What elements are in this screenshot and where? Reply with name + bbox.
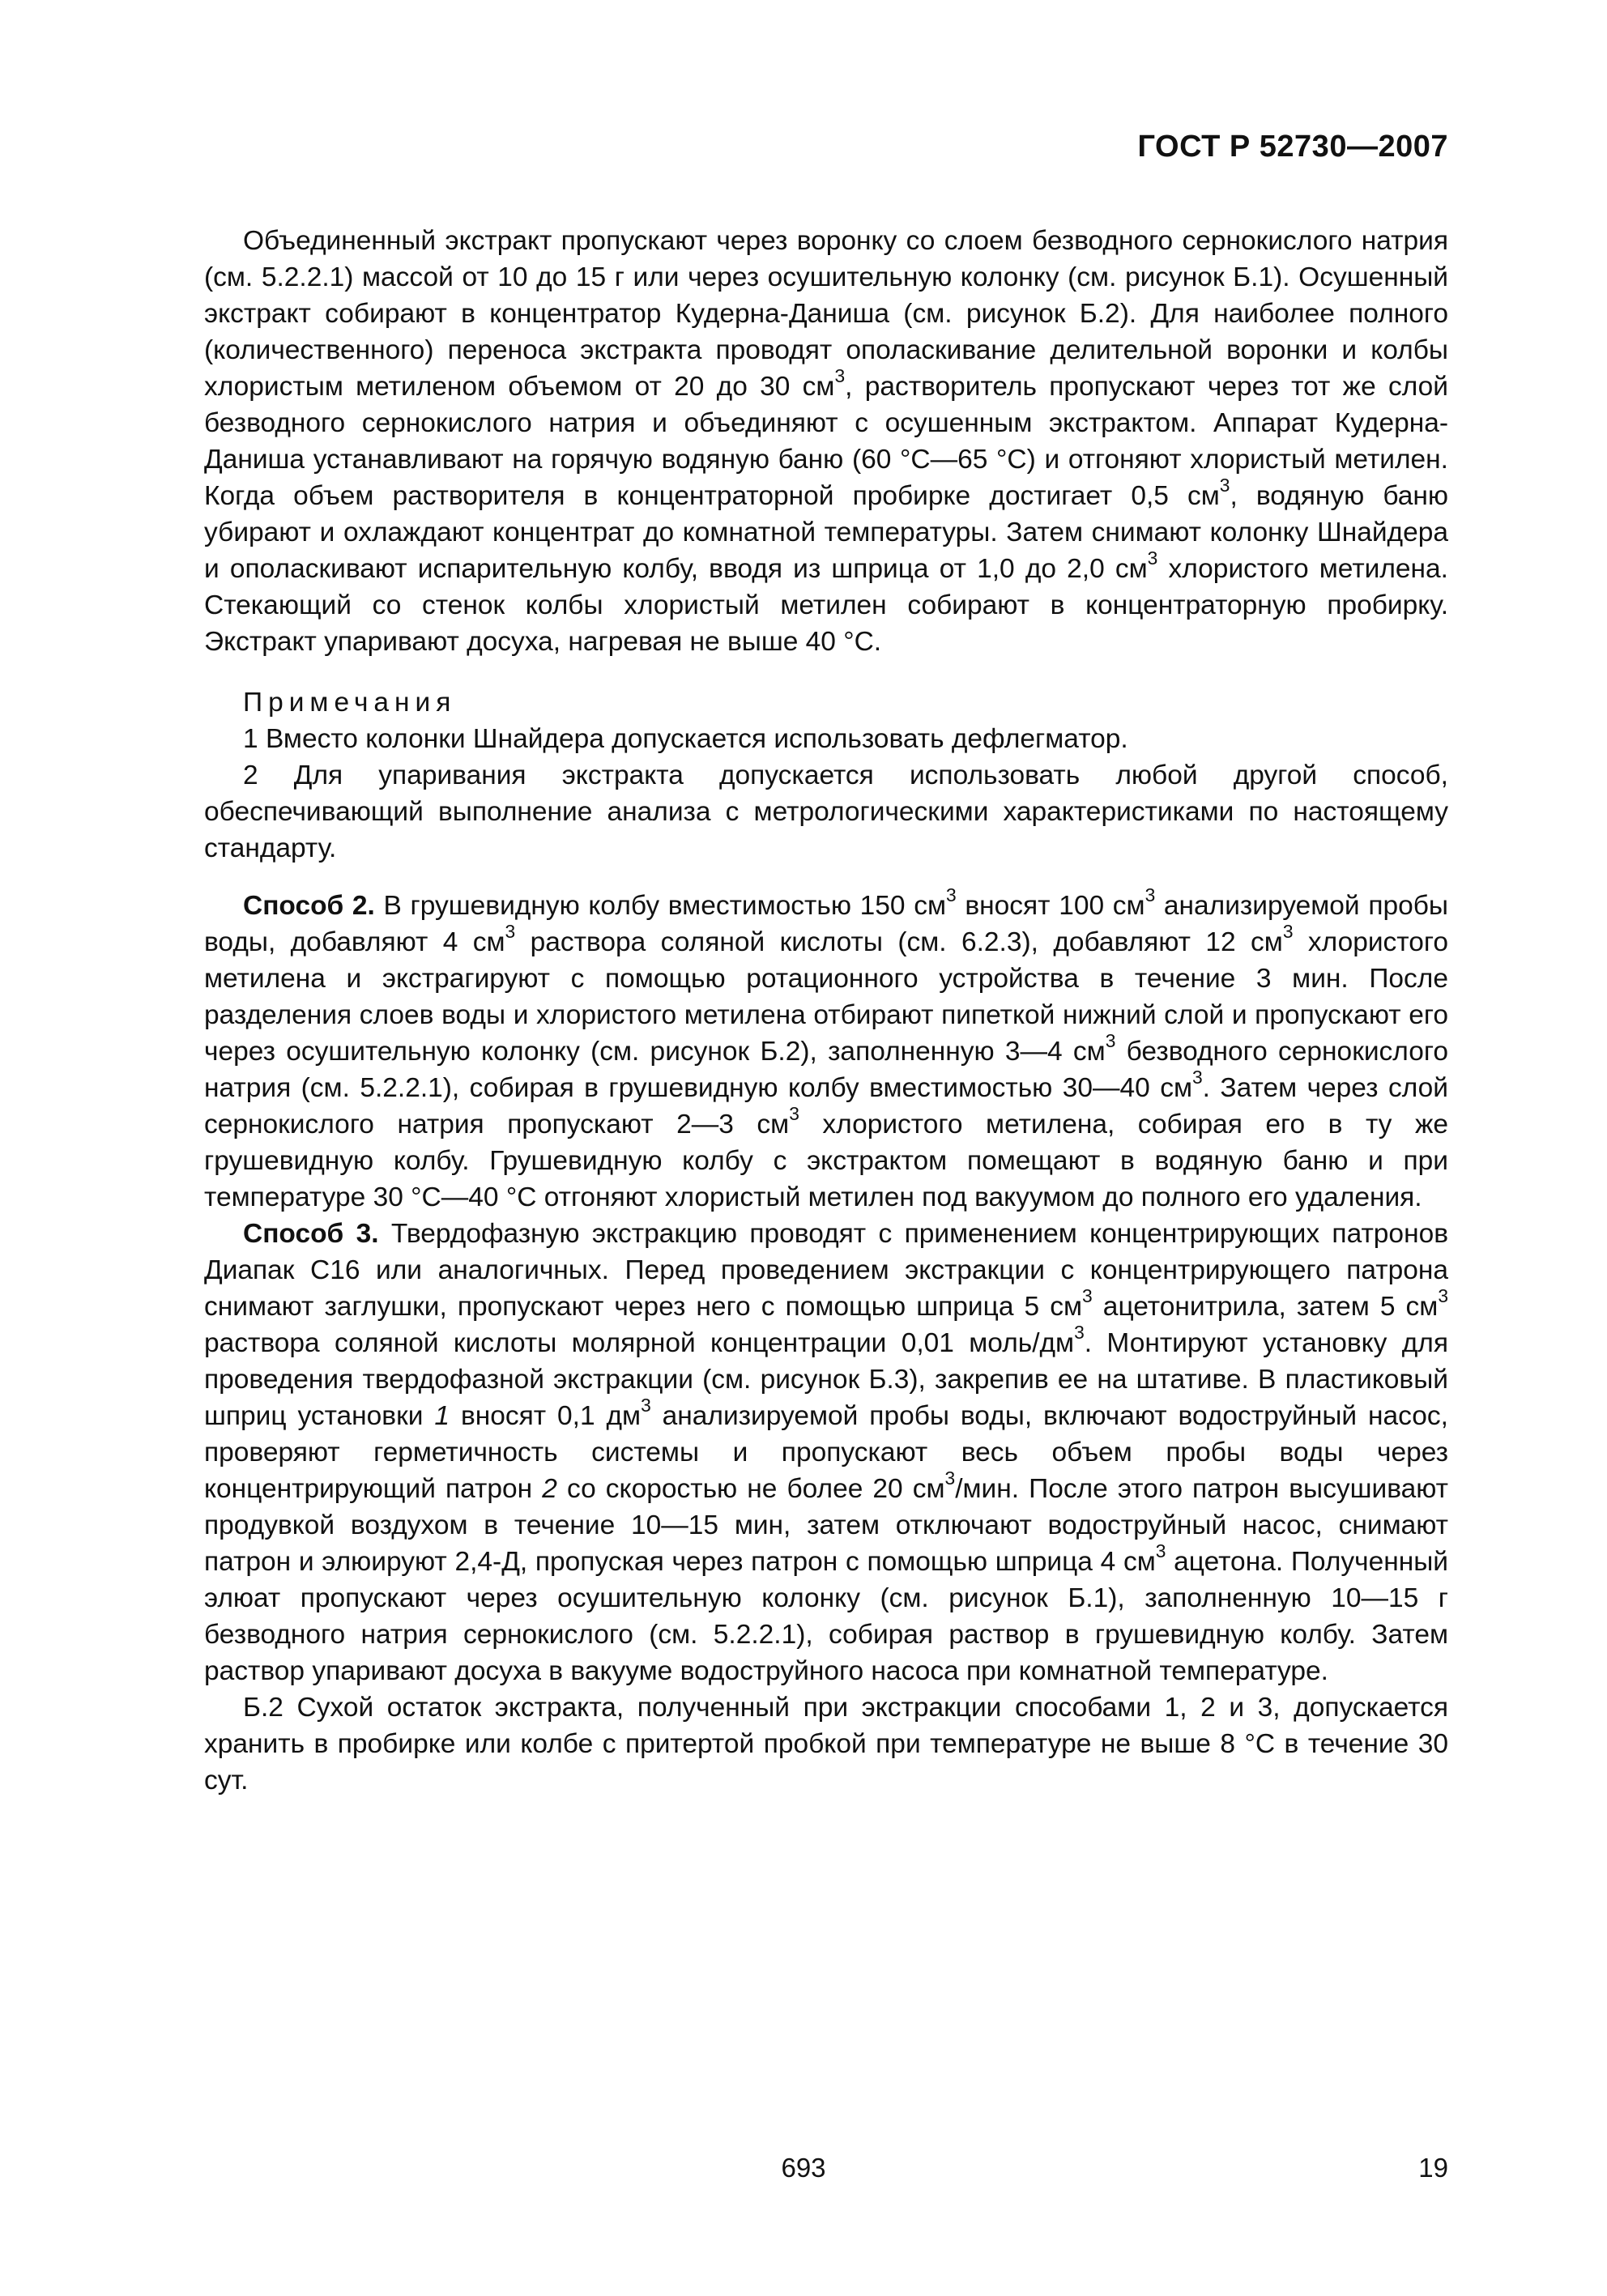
method-2-label: Способ 2. (243, 891, 375, 921)
paragraph-method-2: Способ 2. В грушевидную колбу вместимостью 150 $см^3$ вносят 100 $см^3$ анализируемой пробы воды, добавляют 4 $см^3$ раствора соляной кислоты (см. 6.2.3), добавляют 12 $см^3$ хлористого метилена и экстрагируют с помощью ротационного устройства в течение 3 мин. После разделения слоев воды и хлористого метилена отбирают пипеткой нижний слой и пропускают его через осушительную колонку (см. рисунок Б.2), заполненную 3—4 $см^3$ безводного сернокислого натрия (см. 5.2.2.1), собирая в грушевидную колбу вместимостью 30—40 $см^3$. Затем через слой сернокислого натрия пропускают 2—3 $см^3$ хлористого метилена, собирая его в ту же грушевидную колбу. Грушевидную колбу с экстрактом помещают в водяную баню и при температуре 30 °С—40 °С отгоняют хлористый метилен под вакуумом до полного его удаления. (204, 884, 1448, 1212)
method-3-label: Способ 3. (243, 1219, 379, 1249)
paragraph-extract-drying: Объединенный экстракт пропускают через воронку со слоем безводного сернокислого натрия (см. 5.2.2.1) массой от 10 до 15 г или через осушительную колонку (см. рисунок Б.1). Осушенный экстракт собирают в концентратор Кудерна-Даниша (см. рисунок Б.2). Для наиболее полного (количественного) переноса экстракта проводят ополаскивание делительной воронки и колбы хлористым метиленом объемом от 20 до 30 $см^3$, растворитель пропускают через тот же слой безводного сернокислого натрия и объединяют с осушенным экстрактом. Аппарат Кудерна-Даниша устанавливают на горячую водяную баню (60 °С—65 °С) и отгоняют хлористый метилен. Когда объем растворителя в концентраторной пробирке достигает 0,5 $см^3$, водяную баню убирают и охлаждают концентрат до комнатной температуры. Затем снимают колонку Шнайдера и ополаскивают испарительную колбу, вводя из шприца от 1,0 до 2,0 $см^3$ хлористого метилена. Стекающий со стенок колбы хлористый метилен собирают в концентраторную пробирку. Экстракт упаривают досуха, нагревая не выше 40 °С. (204, 226, 1449, 657)
note-2: 2 Для упаривания экстракта допускается использовать любой другой способ, обеспечивающий выполнение анализа с метрологическими характеристиками по настоящему стандарту. (204, 760, 1448, 863)
note-1: 1 Вместо колонки Шнайдера допускается использовать дефлегматор. (243, 724, 1128, 754)
paragraph-method-3: Способ 3. Твердофазную экстракцию проводят с применением концентрирующих патронов Диапак С16 или аналогичных. Перед проведением экстракции с концентрирующего патрона снимают заглушки, пропускают через него с помощью шприца 5 $см^3$ ацетонитрила, затем 5 $см^3$ раствора соляной кислоты молярной концентрации 0,01 моль/$дм^3$. Монтируют установку для проведения твердофазной экстракции (см. рисунок Б.3), закрепив ее на штативе. В пластиковый шприц установки 1 вносят 0,1 $дм^3$ анализируемой пробы воды, включают водоструйный насос, проверяют герметичность системы и пропускают весь объем пробы воды через концентрирующий патрон 2 со скоростью не более 20 $см^3$/мин. После этого патрон высушивают продувкой воздухом в течение 10—15 мин, затем отключают водоструйный насос, снимают патрон и элюируют 2,4-Д, пропуская через патрон с помощью шприца 4 $см^3$ ацетона. Полученный элюат пропускают через осушительную колонку (см. рисунок Б.1), заполненную 10—15 г безводного натрия сернокислого (см. 5.2.2.1), собирая раствор в грушевидную колбу. Затем раствор упаривают досуха в вакууме водоструйного насоса при комнатной температуре. (204, 1219, 1449, 1686)
page-number: 19 (1418, 2153, 1448, 2183)
document-code-header: ГОСТ Р 52730—2007 (1137, 130, 1448, 164)
document-body (204, 223, 1448, 1799)
notes-title: Примечания (243, 688, 457, 718)
paragraph-b2-storage: Б.2 Сухой остаток экстракта, полученный при экстракции способами 1, 2 и 3, допускается хранить в пробирке или колбе с притертой пробкой при температуре не выше 8 °С в течение 30 сут. (204, 1693, 1448, 1795)
footer-sequence-number: 693 (781, 2153, 826, 2183)
